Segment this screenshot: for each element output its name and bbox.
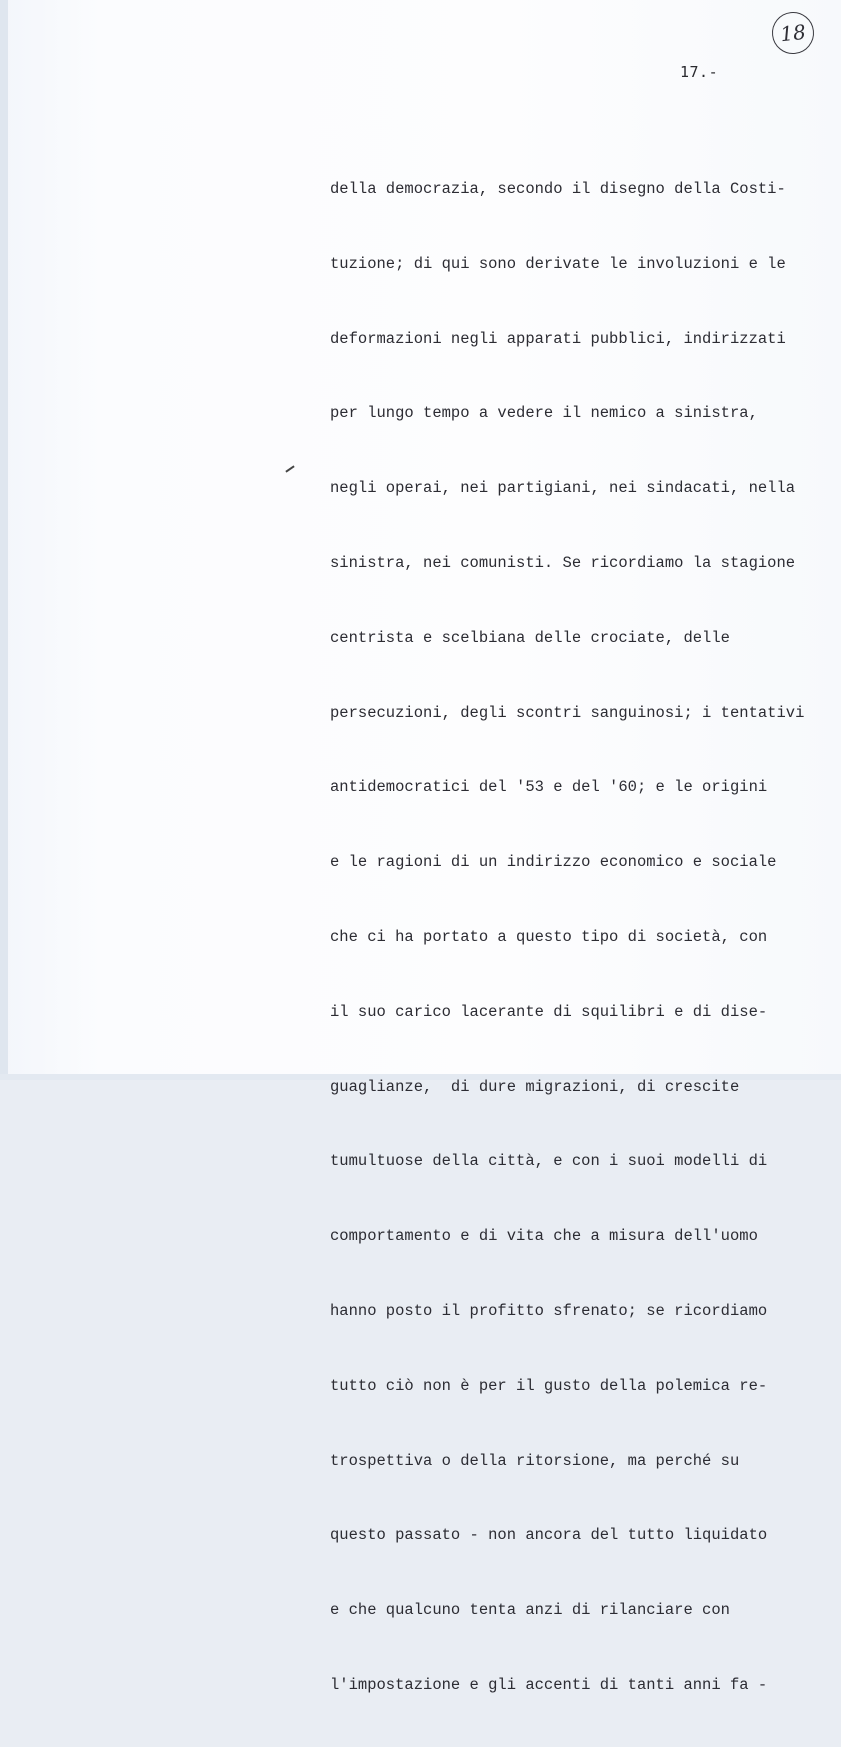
text-line: guaglianze, di dure migrazioni, di crescite (330, 1077, 740, 1096)
text-line: persecuzioni, degli scontri sanguinosi; i tentativi (330, 703, 805, 722)
text-line: questo passato - non ancora del tutto liquidato (330, 1526, 768, 1545)
text-line: l'impostazione e gli accenti di tanti anni fa - (330, 1675, 768, 1694)
text-line: tuzione; di qui sono derivate le involuzioni e le (330, 254, 786, 273)
text-line: per lungo tempo a vedere il nemico a sinistra, (330, 404, 758, 423)
text-line: sinistra, nei comunisti. Se ricordiamo la stagione (330, 553, 796, 572)
text-line: e che qualcuno tenta anzi di rilanciare con (330, 1601, 730, 1620)
text-line: tumultuose della città, e con i suoi modelli di (330, 1152, 768, 1171)
text-line: il suo carico lacerante di squilibri e di dise- (330, 1002, 768, 1021)
text-line: trospettiva o della ritorsione, ma perché su (330, 1451, 740, 1470)
page-number: 17.- (680, 63, 719, 81)
text-line: antidemocratici del '53 e del '60; e le origini (330, 778, 768, 797)
text-line: comportamento e di vita che a misura dell'uomo (330, 1227, 758, 1246)
circled-page-stamp (770, 10, 816, 56)
text-line: che ci ha portato a questo tipo di società, con (330, 927, 768, 946)
text-line: negli operai, nei partigiani, nei sindacati, nella (330, 479, 796, 498)
text-line: della democrazia, secondo il disegno della Costi- (330, 180, 786, 198)
typed-body-text (330, 140, 835, 1747)
text-line: hanno posto il profitto sfrenato; se ricordiamo (330, 1301, 768, 1320)
text-line: deformazioni negli apparati pubblici, indirizzati (330, 329, 786, 348)
text-line: centrista e scelbiana delle crociate, delle (330, 628, 730, 647)
stamp-number: 18 (779, 19, 807, 47)
text-line: tutto ciò non è per il gusto della polemica re- (330, 1376, 768, 1395)
scan-left-edge (0, 0, 8, 1080)
text-line: e le ragioni di un indirizzo economico e sociale (330, 853, 777, 872)
margin-tick-mark (285, 465, 294, 472)
